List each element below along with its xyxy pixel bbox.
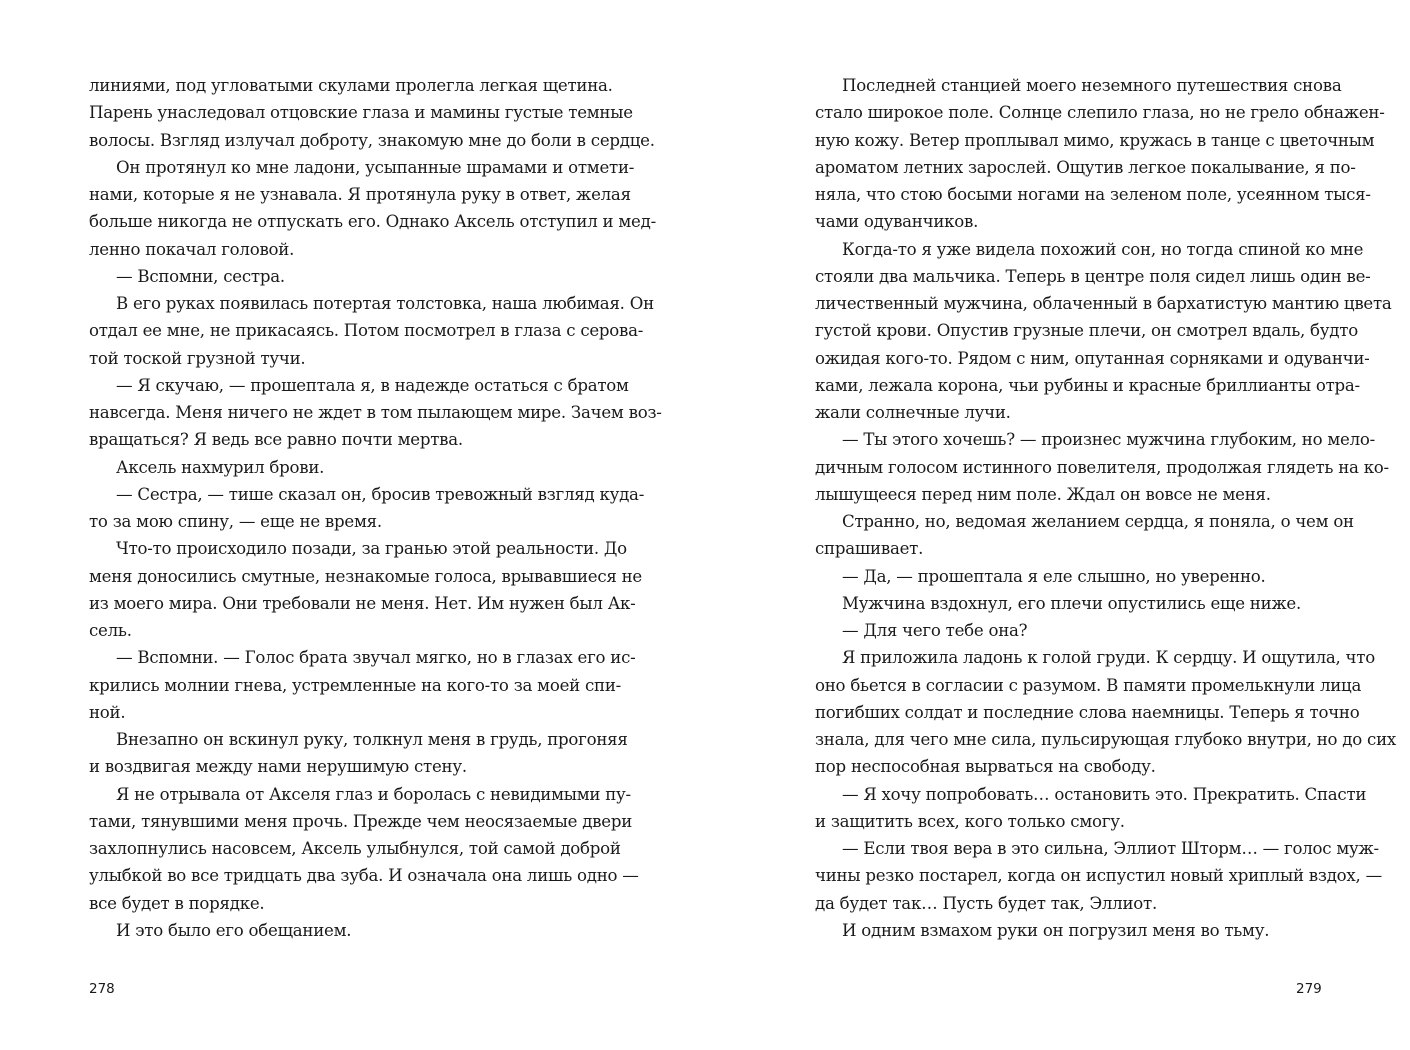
text-line: ожидая кого-то. Рядом с ним, опутанная сорняками и одуванчи- xyxy=(815,348,1370,368)
text-line: лышущееся перед ним поле. Ждал он вовсе не меня. xyxy=(815,484,1271,504)
text-line: ками, лежала корона, чьи рубины и красные бриллианты отра- xyxy=(815,375,1360,395)
text-line: из моего мира. Они требовали не меня. Нет. Им нужен был Ак- xyxy=(89,593,636,613)
text-line: Странно, но, ведомая желанием сердца, я поняла, о чем он xyxy=(842,512,1354,531)
text-line: личественный мужчина, облаченный в бархатистую мантию цвета xyxy=(815,294,1392,313)
text-line: пор неспособная вырваться на свободу. xyxy=(815,757,1156,777)
text-line: дичным голосом истинного повелителя, продолжая глядеть на ко- xyxy=(815,457,1389,477)
text-line: тами, тянувшими меня прочь. Прежде чем неосязаемые двери xyxy=(89,811,633,831)
text-line: Аксель нахмурил брови. xyxy=(116,457,325,477)
text-line: да будет так… Пусть будет так, Эллиот. xyxy=(815,893,1157,913)
text-line: волосы. Взгляд излучал доброту, знакомую мне до боли в сердце. xyxy=(89,130,655,150)
text-line: то за мою спину, — еще не время. xyxy=(89,512,382,531)
text-line: стояли два мальчика. Теперь в центре поля сидел лишь один ве- xyxy=(815,266,1371,286)
text-line: — Для чего тебе она? xyxy=(842,621,1028,640)
text-line: — Да, — прошептала я еле слышно, но уверенно. xyxy=(842,566,1266,586)
text-line: — Если твоя вера в это сильна, Эллиот Шторм… — голос муж- xyxy=(842,839,1379,858)
text-line: спрашивает. xyxy=(815,539,924,559)
text-line: крились молнии гнева, устремленные на кого-то за моей спи- xyxy=(89,675,621,695)
text-line: больше никогда не отпускать его. Однако Аксель отступил и мед- xyxy=(89,212,656,232)
text-line: и воздвигая между нами нерушимую стену. xyxy=(89,757,467,777)
text-line: — Я скучаю, — прошептала я, в надежде остаться с братом xyxy=(116,375,629,395)
text-line: погибших солдат и последние слова наемницы. Теперь я точно xyxy=(815,702,1360,722)
text-line: И это было его обещанием. xyxy=(116,920,352,940)
text-line: отдал ее мне, не прикасаясь. Потом посмотрел в глаза с серова- xyxy=(89,321,644,341)
text-line: Я не отрывала от Акселя глаз и боролась с невидимыми пу- xyxy=(116,784,631,804)
text-line: все будет в порядке. xyxy=(89,893,265,913)
text-line: сель. xyxy=(89,621,132,640)
text-line: густой крови. Опустив грузные плечи, он смотрел вдаль, будто xyxy=(815,321,1358,341)
text-line: Он протянул ко мне ладони, усыпанные шрамами и отмети- xyxy=(116,157,635,177)
text-line: ную кожу. Ветер проплывал мимо, кружась в танце с цветочным xyxy=(815,130,1375,150)
text-line: захлопнулись насовсем, Аксель улыбнулся, той самой доброй xyxy=(89,839,621,858)
text-line: знала, для чего мне сила, пульсирующая глубоко внутри, но до сих xyxy=(815,730,1396,749)
text-line: Я приложила ладонь к голой груди. К сердцу. И ощутила, что xyxy=(842,648,1375,668)
right-page-text xyxy=(815,72,1396,944)
text-line: чины резко постарел, когда он испустил новый хриплый вздох, — xyxy=(815,866,1382,886)
text-line: вращаться? Я ведь все равно почти мертва. xyxy=(89,430,463,450)
text-line: Что-то происходило позади, за гранью этой реальности. До xyxy=(116,539,627,559)
text-line: Мужчина вздохнул, его плечи опустились еще ниже. xyxy=(842,593,1302,613)
text-line: Когда-то я уже видела похожий сон, но тогда спиной ко мне xyxy=(842,239,1364,259)
text-line: линиями, под угловатыми скулами пролегла легкая щетина. xyxy=(89,76,613,95)
text-line: няла, что стою босыми ногами на зеленом поле, усеянном тыся- xyxy=(815,185,1371,204)
text-line: чами одуванчиков. xyxy=(815,212,979,232)
text-line: ароматом летних зарослей. Ощутив легкое покалывание, я по- xyxy=(815,157,1356,177)
text-line: Парень унаследовал отцовские глаза и мамины густые темные xyxy=(89,103,633,123)
text-line: той тоской грузной тучи. xyxy=(89,348,306,368)
page-number-right: 279 xyxy=(1296,981,1322,997)
text-line: ной. xyxy=(89,702,126,722)
text-line: ленно покачал головой. xyxy=(89,239,295,259)
text-line: нами, которые я не узнавала. Я протянула руку в ответ, желая xyxy=(89,185,631,204)
left-page-text xyxy=(89,72,662,944)
text-line: — Вспомни, сестра. xyxy=(116,266,285,286)
text-line: стало широкое поле. Солнце слепило глаза, но не грело обнажен- xyxy=(815,103,1385,123)
text-line: — Вспомни. — Голос брата звучал мягко, но в глазах его ис- xyxy=(116,648,636,668)
text-line: навсегда. Меня ничего не ждет в том пылающем мире. Зачем воз- xyxy=(89,403,662,422)
text-line: меня доносились смутные, незнакомые голоса, врывавшиеся не xyxy=(89,566,643,586)
text-line: — Ты этого хочешь? — произнес мужчина глубоким, но мело- xyxy=(842,430,1375,450)
text-line: жали солнечные лучи. xyxy=(815,403,1011,422)
text-line: — Сестра, — тише сказал он, бросив тревожный взгляд куда- xyxy=(116,484,645,504)
text-line: Внезапно он вскинул руку, толкнул меня в грудь, прогоняя xyxy=(116,730,628,749)
text-line: В его руках появилась потертая толстовка, наша любимая. Он xyxy=(116,294,654,313)
text-line: улыбкой во все тридцать два зуба. И означала она лишь одно — xyxy=(89,866,639,886)
text-line: И одним взмахом руки он погрузил меня во тьму. xyxy=(842,920,1270,940)
text-line: и защитить всех, кого только смогу. xyxy=(815,811,1125,831)
text-line: Последней станцией моего неземного путешествия снова xyxy=(842,76,1342,95)
page-number-left: 278 xyxy=(89,981,115,997)
text-line: — Я хочу попробовать… остановить это. Прекратить. Спасти xyxy=(842,784,1367,804)
text-line: оно бьется в согласии с разумом. В памяти промелькнули лица xyxy=(815,675,1362,695)
